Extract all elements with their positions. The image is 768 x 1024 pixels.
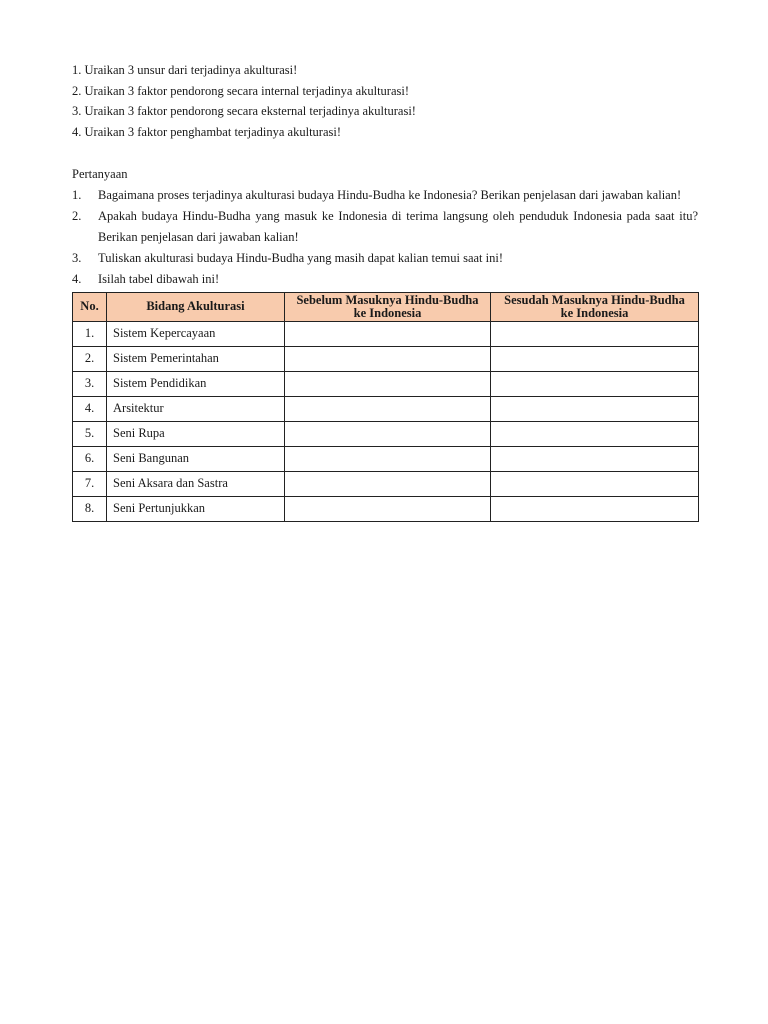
table-row xyxy=(73,496,699,521)
intro-task-item: 2. Uraikan 3 faktor pendorong secara internal terjadinya akulturasi! xyxy=(72,83,410,98)
cell-sesudah[interactable] xyxy=(491,421,699,446)
cell-sebelum[interactable] xyxy=(285,321,491,346)
question-item xyxy=(72,206,698,248)
cell-sesudah[interactable] xyxy=(491,371,699,396)
cell-no: 2. xyxy=(73,346,107,371)
cell-bidang: Seni Bangunan xyxy=(107,446,285,471)
cell-sebelum[interactable] xyxy=(285,496,491,521)
cell-sesudah[interactable] xyxy=(491,446,699,471)
cell-no: 7. xyxy=(73,471,107,496)
cell-bidang: Arsitektur xyxy=(107,396,285,421)
table-header-row xyxy=(73,292,699,321)
cell-no: 1. xyxy=(73,321,107,346)
cell-bidang: Seni Pertunjukkan xyxy=(107,496,285,521)
intro-task-item: 4. Uraikan 3 faktor penghambat terjadinya akulturasi! xyxy=(72,124,342,139)
cell-no: 4. xyxy=(73,396,107,421)
intro-task-item: 1. Uraikan 3 unsur dari terjadinya akulturasi! xyxy=(72,63,298,77)
cell-bidang: Seni Aksara dan Sastra xyxy=(107,471,285,496)
question-item xyxy=(72,248,698,269)
question-item xyxy=(72,269,698,290)
cell-bidang: Seni Rupa xyxy=(107,421,285,446)
cell-sesudah[interactable] xyxy=(491,321,699,346)
question-number: 3. xyxy=(72,250,82,265)
document-page xyxy=(72,60,698,522)
cell-sesudah[interactable] xyxy=(491,396,699,421)
cell-bidang: Sistem Kepercayaan xyxy=(107,321,285,346)
header-sebelum: Sebelum Masuknya Hindu-Budha ke Indonesia xyxy=(285,292,491,321)
question-text: Bagaimana proses terjadinya akulturasi budaya Hindu-Budha ke Indonesia? Berikan penjelasan dari jawaban kalian! xyxy=(98,187,682,202)
akulturasi-table xyxy=(72,292,699,522)
cell-bidang: Sistem Pemerintahan xyxy=(107,346,285,371)
cell-sesudah[interactable] xyxy=(491,346,699,371)
cell-sebelum[interactable] xyxy=(285,396,491,421)
table-row xyxy=(73,371,699,396)
cell-sesudah[interactable] xyxy=(491,496,699,521)
table-row xyxy=(73,421,699,446)
question-text: Isilah tabel dibawah ini! xyxy=(98,271,220,286)
header-no: No. xyxy=(73,292,107,321)
question-text: Tuliskan akulturasi budaya Hindu-Budha yang masih dapat kalian temui saat ini! xyxy=(98,250,504,265)
header-bidang: Bidang Akulturasi xyxy=(107,292,285,321)
table-row xyxy=(73,346,699,371)
cell-sebelum[interactable] xyxy=(285,471,491,496)
question-number: 4. xyxy=(72,271,82,286)
question-number: 2. xyxy=(72,208,82,223)
header-sesudah: Sesudah Masuknya Hindu-Budha ke Indonesia xyxy=(491,292,699,321)
cell-no: 3. xyxy=(73,371,107,396)
cell-sesudah[interactable] xyxy=(491,471,699,496)
table-row xyxy=(73,471,699,496)
cell-no: 6. xyxy=(73,446,107,471)
question-list xyxy=(72,185,698,290)
cell-sebelum[interactable] xyxy=(285,371,491,396)
cell-no: 5. xyxy=(73,421,107,446)
cell-bidang: Sistem Pendidikan xyxy=(107,371,285,396)
intro-task-item: 3. Uraikan 3 faktor pendorong secara eksternal terjadinya akulturasi! xyxy=(72,104,416,118)
table-row xyxy=(73,321,699,346)
question-text: Apakah budaya Hindu-Budha yang masuk ke Indonesia di terima langsung oleh penduduk Indonesia pada saat itu? Berikan penjelasan dari jawaban kalian! xyxy=(98,208,698,244)
question-item xyxy=(72,185,698,206)
cell-sebelum[interactable] xyxy=(285,421,491,446)
question-number: 1. xyxy=(72,187,82,202)
cell-sebelum[interactable] xyxy=(285,346,491,371)
questions-heading: Pertanyaan xyxy=(72,167,128,181)
cell-no: 8. xyxy=(73,496,107,521)
cell-sebelum[interactable] xyxy=(285,446,491,471)
table-row xyxy=(73,396,699,421)
table-row xyxy=(73,446,699,471)
intro-task-list xyxy=(72,60,698,142)
